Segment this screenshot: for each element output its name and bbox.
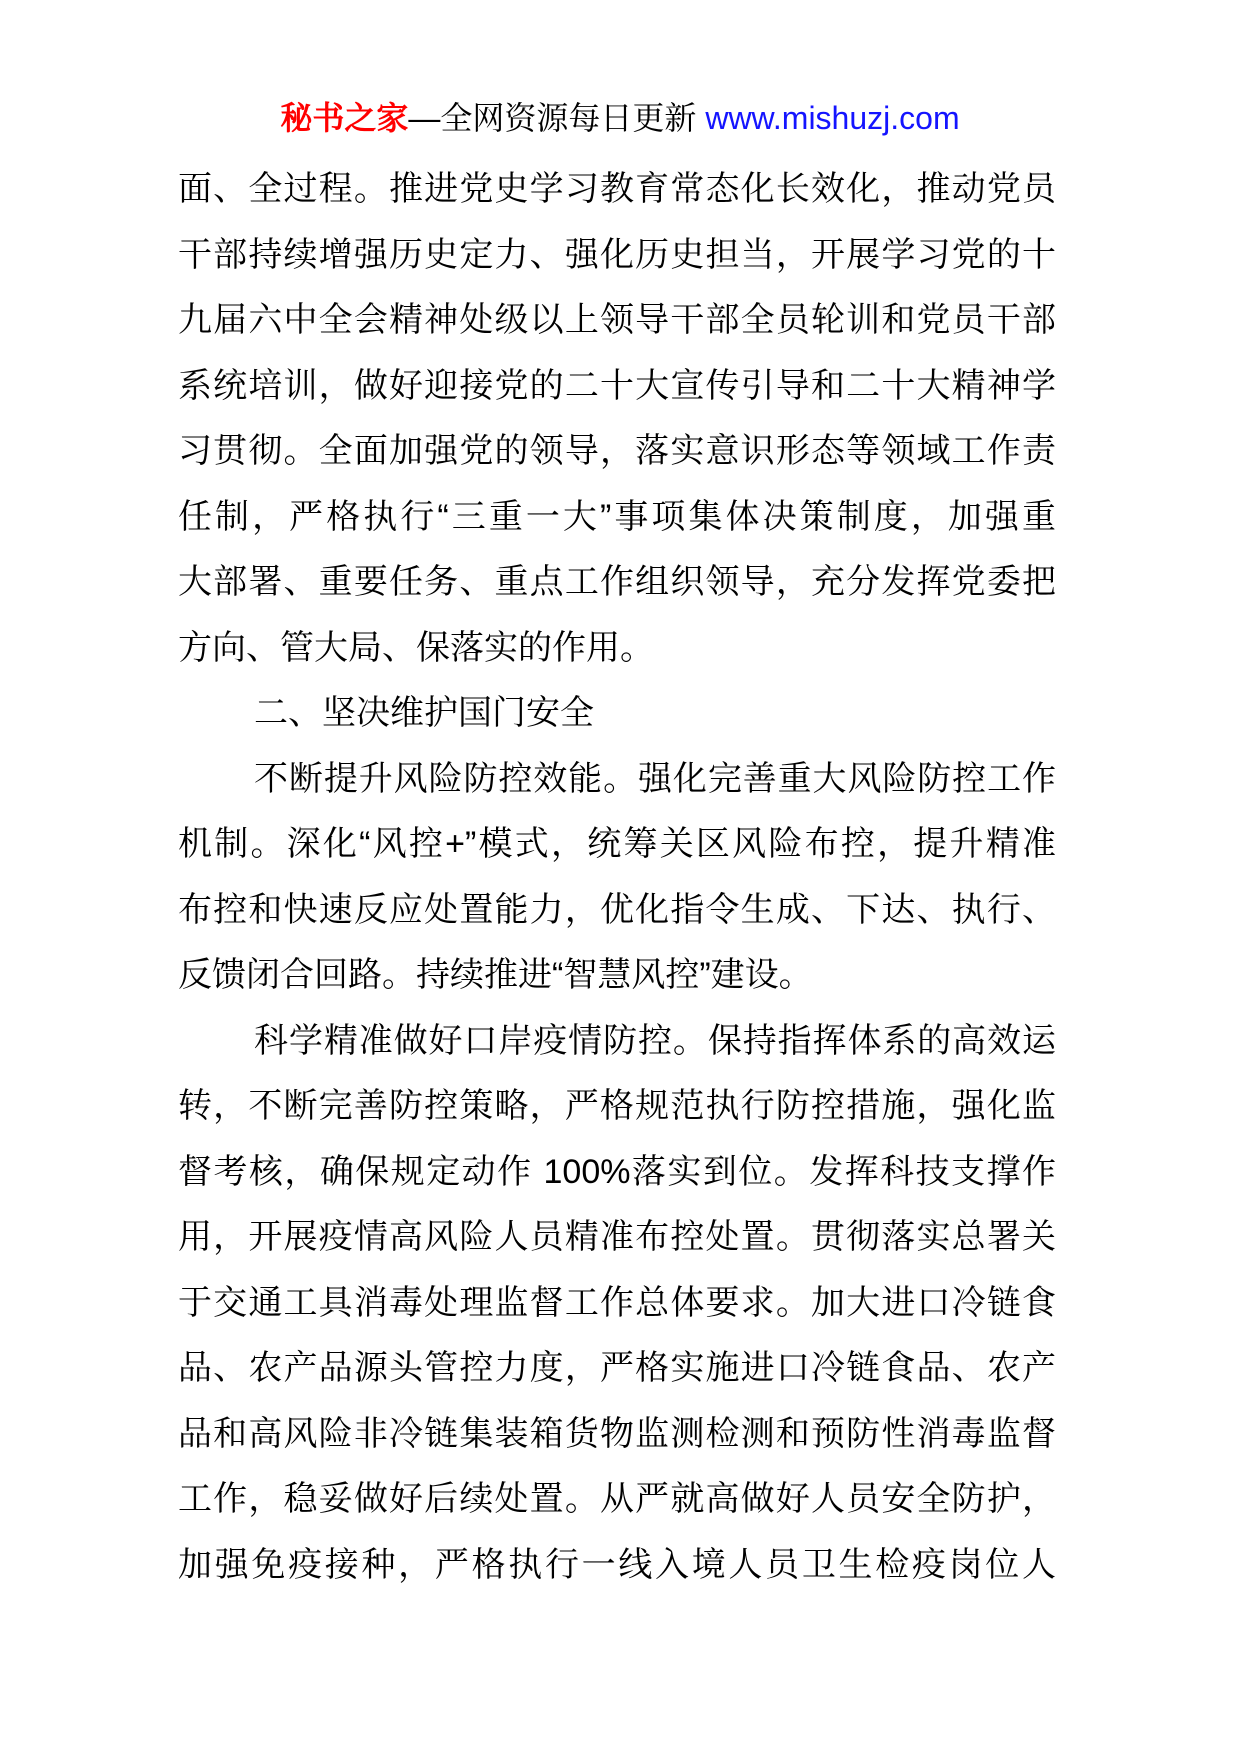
text-line: 反馈闭合回路。持续推进“智慧风控”建设。 — [178, 956, 813, 994]
page-header — [0, 97, 1240, 139]
document-body — [178, 157, 1056, 1598]
paragraph — [178, 747, 1056, 1009]
text-line: 品、农产品源头管控力度，严格实施进口冷链食品、农产 — [178, 1349, 1056, 1387]
site-url[interactable]: www.mishuzj.com — [705, 100, 960, 136]
header-separator: — — [408, 100, 441, 136]
site-name: 秘书之家 — [280, 100, 409, 136]
text-line: 任制，严格执行“三重一大”事项集体决策制度，加强重 — [178, 497, 1056, 536]
section-heading — [178, 681, 1056, 747]
text-line: 系统培训，做好迎接党的二十大宣传引导和二十大精神学 — [178, 366, 1056, 405]
text-line: 习贯彻。全面加强党的领导，落实意识形态等领域工作责 — [178, 432, 1056, 470]
text-line: 干部持续增强历史定力、强化历史担当，开展学习党的十 — [178, 235, 1056, 274]
header-tagline: 全网资源每日更新 — [440, 100, 697, 136]
paragraph — [178, 157, 1056, 681]
text-line: 于交通工具消毒处理监督工作总体要求。加大进口冷链食 — [178, 1283, 1056, 1322]
paragraph — [178, 1009, 1056, 1599]
text-line: 面、全过程。推进党史学习教育常态化长效化，推动党员 — [178, 170, 1056, 208]
text-line: 九届六中全会精神处级以上领导干部全员轮训和党员干部 — [178, 301, 1056, 339]
text-line: 方向、管大局、保落实的作用。 — [178, 628, 654, 667]
text-line: 机制。深化“风控+”模式，统筹关区风险布控，提升精准 — [178, 825, 1056, 863]
text-line: 品和高风险非冷链集装箱货物监测检测和预防性消毒监督 — [178, 1414, 1056, 1453]
text-line: 督考核，确保规定动作 100%落实到位。发挥科技支撑作 — [178, 1152, 1056, 1191]
text-line: 二、坚决维护国门安全 — [254, 694, 594, 732]
text-line: 转，不断完善防控策略，严格规范执行防控措施，强化监 — [178, 1087, 1056, 1125]
text-line: 工作，稳妥做好后续处置。从严就高做好人员安全防护， — [178, 1480, 1056, 1518]
text-line: 布控和快速反应处置能力，优化指令生成、下达、执行、 — [178, 890, 1056, 929]
text-line: 不断提升风险防控效能。强化完善重大风险防控工作 — [254, 759, 1056, 798]
text-line: 加强免疫接种，严格执行一线入境人员卫生检疫岗位人 — [178, 1545, 1056, 1584]
text-line: 科学精准做好口岸疫情防控。保持指挥体系的高效运 — [254, 1021, 1056, 1060]
text-line: 大部署、重要任务、重点工作组织领导，充分发挥党委把 — [178, 563, 1056, 601]
text-line: 用，开展疫情高风险人员精准布控处置。贯彻落实总署关 — [178, 1218, 1056, 1256]
